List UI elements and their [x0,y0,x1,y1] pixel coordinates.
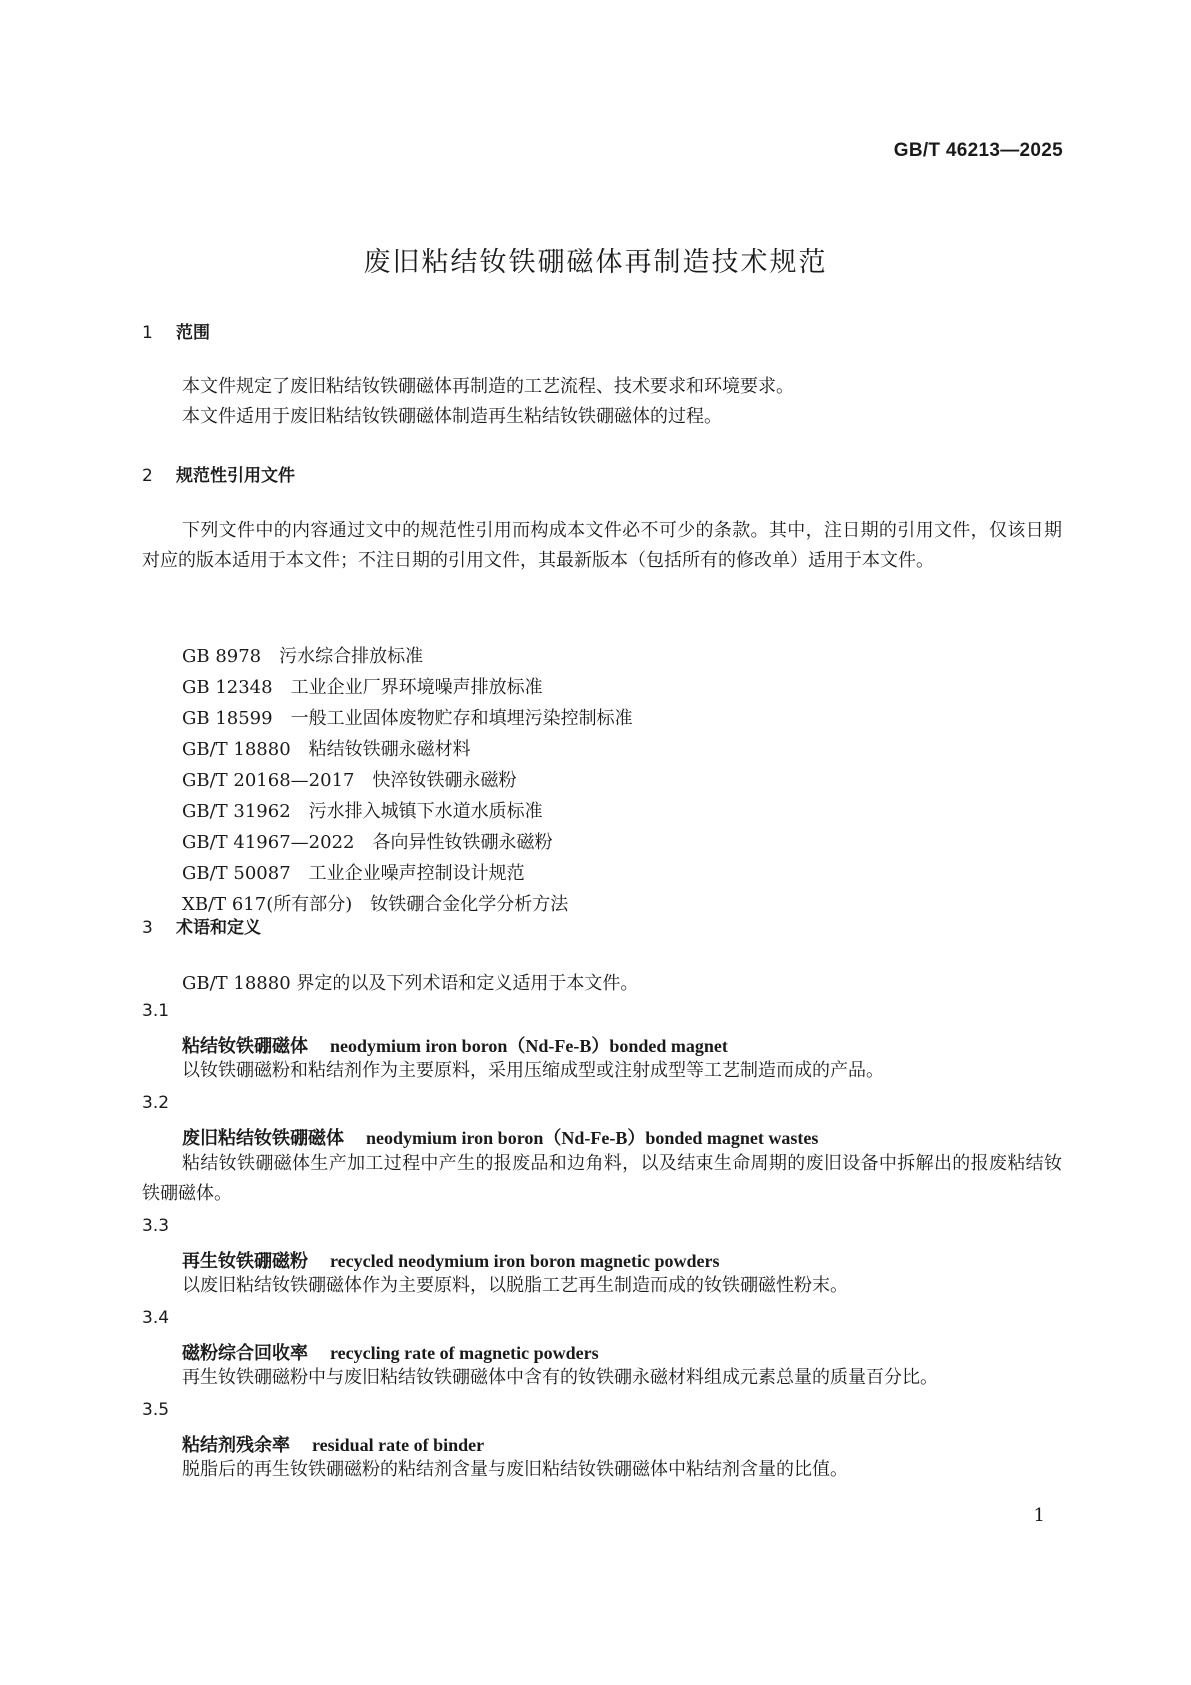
section-3-intro: GB/T 18880 界定的以及下列术语和定义适用于本文件。 [182,973,639,994]
document-title: 废旧粘结钕铁硼磁体再制造技术规范 [363,247,828,278]
term-name-en: recycled neodymium iron boron magnetic powders [330,1251,720,1271]
reference-item [182,797,633,828]
reference-list [182,642,633,921]
term-name-en: recycling rate of magnetic powders [330,1343,599,1363]
section-number: 1 [142,323,153,343]
term-number: 3.2 [142,1093,170,1113]
reference-item [182,828,633,859]
reference-item [182,704,633,735]
reference-item [182,859,633,890]
section-title: 规范性引用文件 [176,466,295,486]
term-name-zh: 磁粉综合回收率 [182,1343,308,1364]
reference-title: 一般工业固体废物贮存和填埋污染控制标准 [290,708,633,729]
term-definition: 粘结钕铁硼磁体生产加工过程中产生的报废品和边角料，以及结束生命周期的废旧设备中拆解出的报废粘结钕铁硼磁体。 [142,1153,1062,1204]
reference-code: XB/T 617(所有部分) [182,894,353,915]
reference-title: 工业企业厂界环境噪声排放标准 [290,677,543,698]
reference-code: GB/T 31962 [182,801,291,822]
term-name-en: residual rate of binder [312,1435,485,1455]
reference-code: GB/T 50087 [182,863,291,884]
section-title: 术语和定义 [176,918,261,938]
reference-title: 污水排入城镇下水道水质标准 [308,801,543,822]
term-name [182,1431,484,1457]
term-name-en: neodymium iron boron（Nd-Fe-B）bonded magnet [330,1036,728,1056]
reference-item [182,673,633,704]
reference-code: GB/T 18880 [182,739,291,760]
page-number: 1 [1033,1505,1045,1526]
term-definition: 再生钕铁硼磁粉中与废旧粘结钕铁硼磁体中含有的钕铁硼永磁材料组成元素总量的质量百分比。 [182,1367,938,1388]
term-definition: 以废旧粘结钕铁硼磁体作为主要原料，以脱脂工艺再生制造而成的钕铁硼磁性粉末。 [182,1275,848,1296]
term-number: 3.5 [142,1400,170,1420]
section-2-heading [142,461,295,486]
section-number: 2 [142,466,153,486]
reference-item [182,642,633,673]
section-1-paragraph: 本文件适用于废旧粘结钕铁硼磁体制造再生粘结钕铁硼磁体的过程。 [182,406,722,427]
reference-item [182,766,633,797]
term-name [182,1124,818,1150]
term-name [182,1339,599,1365]
section-1-heading [142,318,210,343]
reference-code: GB 12348 [182,677,273,698]
reference-code: GB 8978 [182,646,262,667]
term-name [182,1032,728,1058]
term-definition: 以钕铁硼磁粉和粘结剂作为主要原料，采用压缩成型或注射成型等工艺制造而成的产品。 [182,1060,884,1081]
term-name [182,1247,720,1273]
term-name-zh: 粘结剂残余率 [182,1435,290,1456]
reference-title: 粘结钕铁硼永磁材料 [308,739,471,760]
section-number: 3 [142,918,153,938]
reference-title: 各向异性钕铁硼永磁粉 [372,832,553,853]
term-name-zh: 粘结钕铁硼磁体 [182,1036,308,1057]
term-definition: 脱脂后的再生钕铁硼磁粉的粘结剂含量与废旧粘结钕铁硼磁体中粘结剂含量的比值。 [182,1459,848,1480]
section-2-intro: 下列文件中的内容通过文中的规范性引用而构成本文件必不可少的条款。其中，注日期的引用文件，仅该日期对应的版本适用于本文件；不注日期的引用文件，其最新版本（包括所有的修改单）适用于本文件。 [142,520,1062,571]
section-3-heading [142,913,261,938]
term-name-zh: 再生钕铁硼磁粉 [182,1251,308,1272]
reference-title: 工业企业噪声控制设计规范 [308,863,525,884]
reference-title: 污水综合排放标准 [279,646,424,667]
term-name-zh: 废旧粘结钕铁硼磁体 [182,1128,344,1149]
reference-code: GB/T 20168—2017 [182,770,355,791]
reference-code: GB/T 41967—2022 [182,832,355,853]
reference-item [182,735,633,766]
term-number: 3.4 [142,1308,170,1328]
term-number: 3.1 [142,1001,170,1021]
section-1-paragraph: 本文件规定了废旧粘结钕铁硼磁体再制造的工艺流程、技术要求和环境要求。 [182,376,794,397]
term-number: 3.3 [142,1216,170,1236]
term-name-en: neodymium iron boron（Nd-Fe-B）bonded magnet wastes [366,1128,819,1148]
reference-title: 快淬钕铁硼永磁粉 [372,770,517,791]
reference-title: 钕铁硼合金化学分析方法 [370,894,569,915]
reference-code: GB 18599 [182,708,273,729]
section-title: 范围 [176,323,210,343]
standard-code: GB/T 46213—2025 [893,140,1063,161]
